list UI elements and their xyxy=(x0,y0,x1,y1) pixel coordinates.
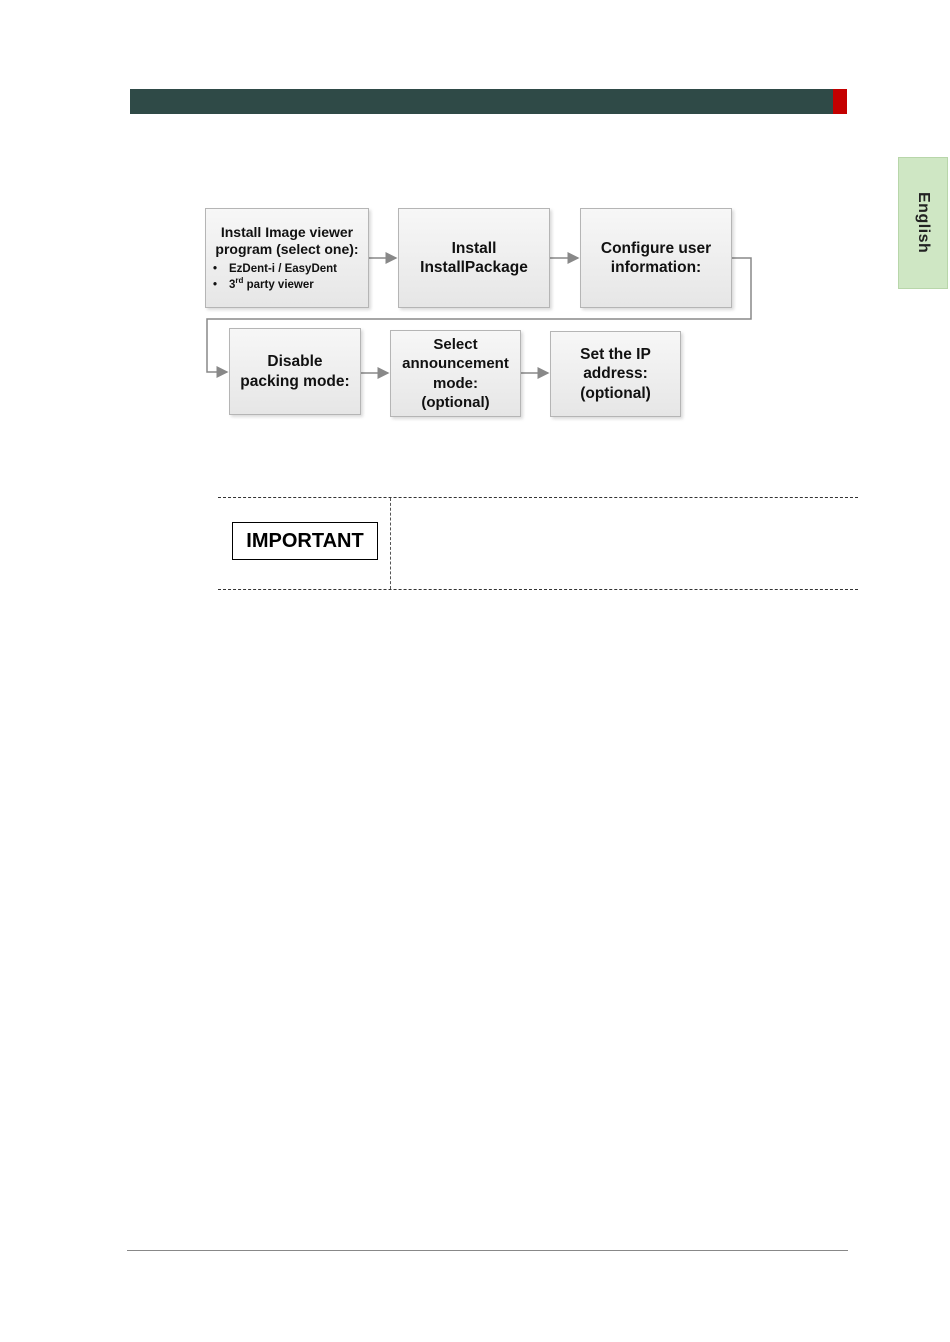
step3-line: Configure user xyxy=(600,239,712,257)
step-set-ip-address xyxy=(550,331,681,417)
step5-line: mode: xyxy=(433,374,478,392)
step2-line: InstallPackage xyxy=(420,259,528,276)
step-select-announcement-mode xyxy=(390,330,521,417)
important-top-rule xyxy=(218,497,858,498)
installation-flowchart xyxy=(0,0,950,450)
step1-title: Install Image viewer program (select one): xyxy=(215,223,359,257)
important-note xyxy=(218,497,858,591)
viewer-options-list xyxy=(212,261,337,293)
footer-rule xyxy=(127,1250,848,1251)
step4-line: Disable xyxy=(267,353,323,370)
option-ordinal-suffix: rd xyxy=(235,275,244,285)
step3-line: information: xyxy=(610,259,702,276)
step-install-package xyxy=(398,208,550,308)
step4-line: packing mode: xyxy=(240,372,350,390)
viewer-option-ezdent: • EzDent-i / EasyDent xyxy=(212,261,337,277)
language-tab-label: English xyxy=(915,192,932,254)
step5-line: Select xyxy=(433,335,478,353)
step5-line: announcement xyxy=(402,355,509,372)
step6-line: address: xyxy=(583,365,648,383)
step-install-image-viewer xyxy=(205,208,369,308)
step-disable-packing-mode xyxy=(229,328,361,415)
important-bottom-rule xyxy=(218,589,858,590)
step-configure-user xyxy=(580,208,732,308)
important-divider xyxy=(390,498,391,589)
step6-line: Set the IP xyxy=(580,345,651,363)
important-badge: IMPORTANT xyxy=(232,522,378,560)
option-ordinal: 3 xyxy=(229,278,236,291)
step6-line: (optional) xyxy=(580,384,651,402)
option-text: party viewer xyxy=(243,278,314,291)
step5-line: (optional) xyxy=(421,394,490,411)
step2-line: Install xyxy=(451,239,497,257)
viewer-option-third-party xyxy=(212,277,337,293)
